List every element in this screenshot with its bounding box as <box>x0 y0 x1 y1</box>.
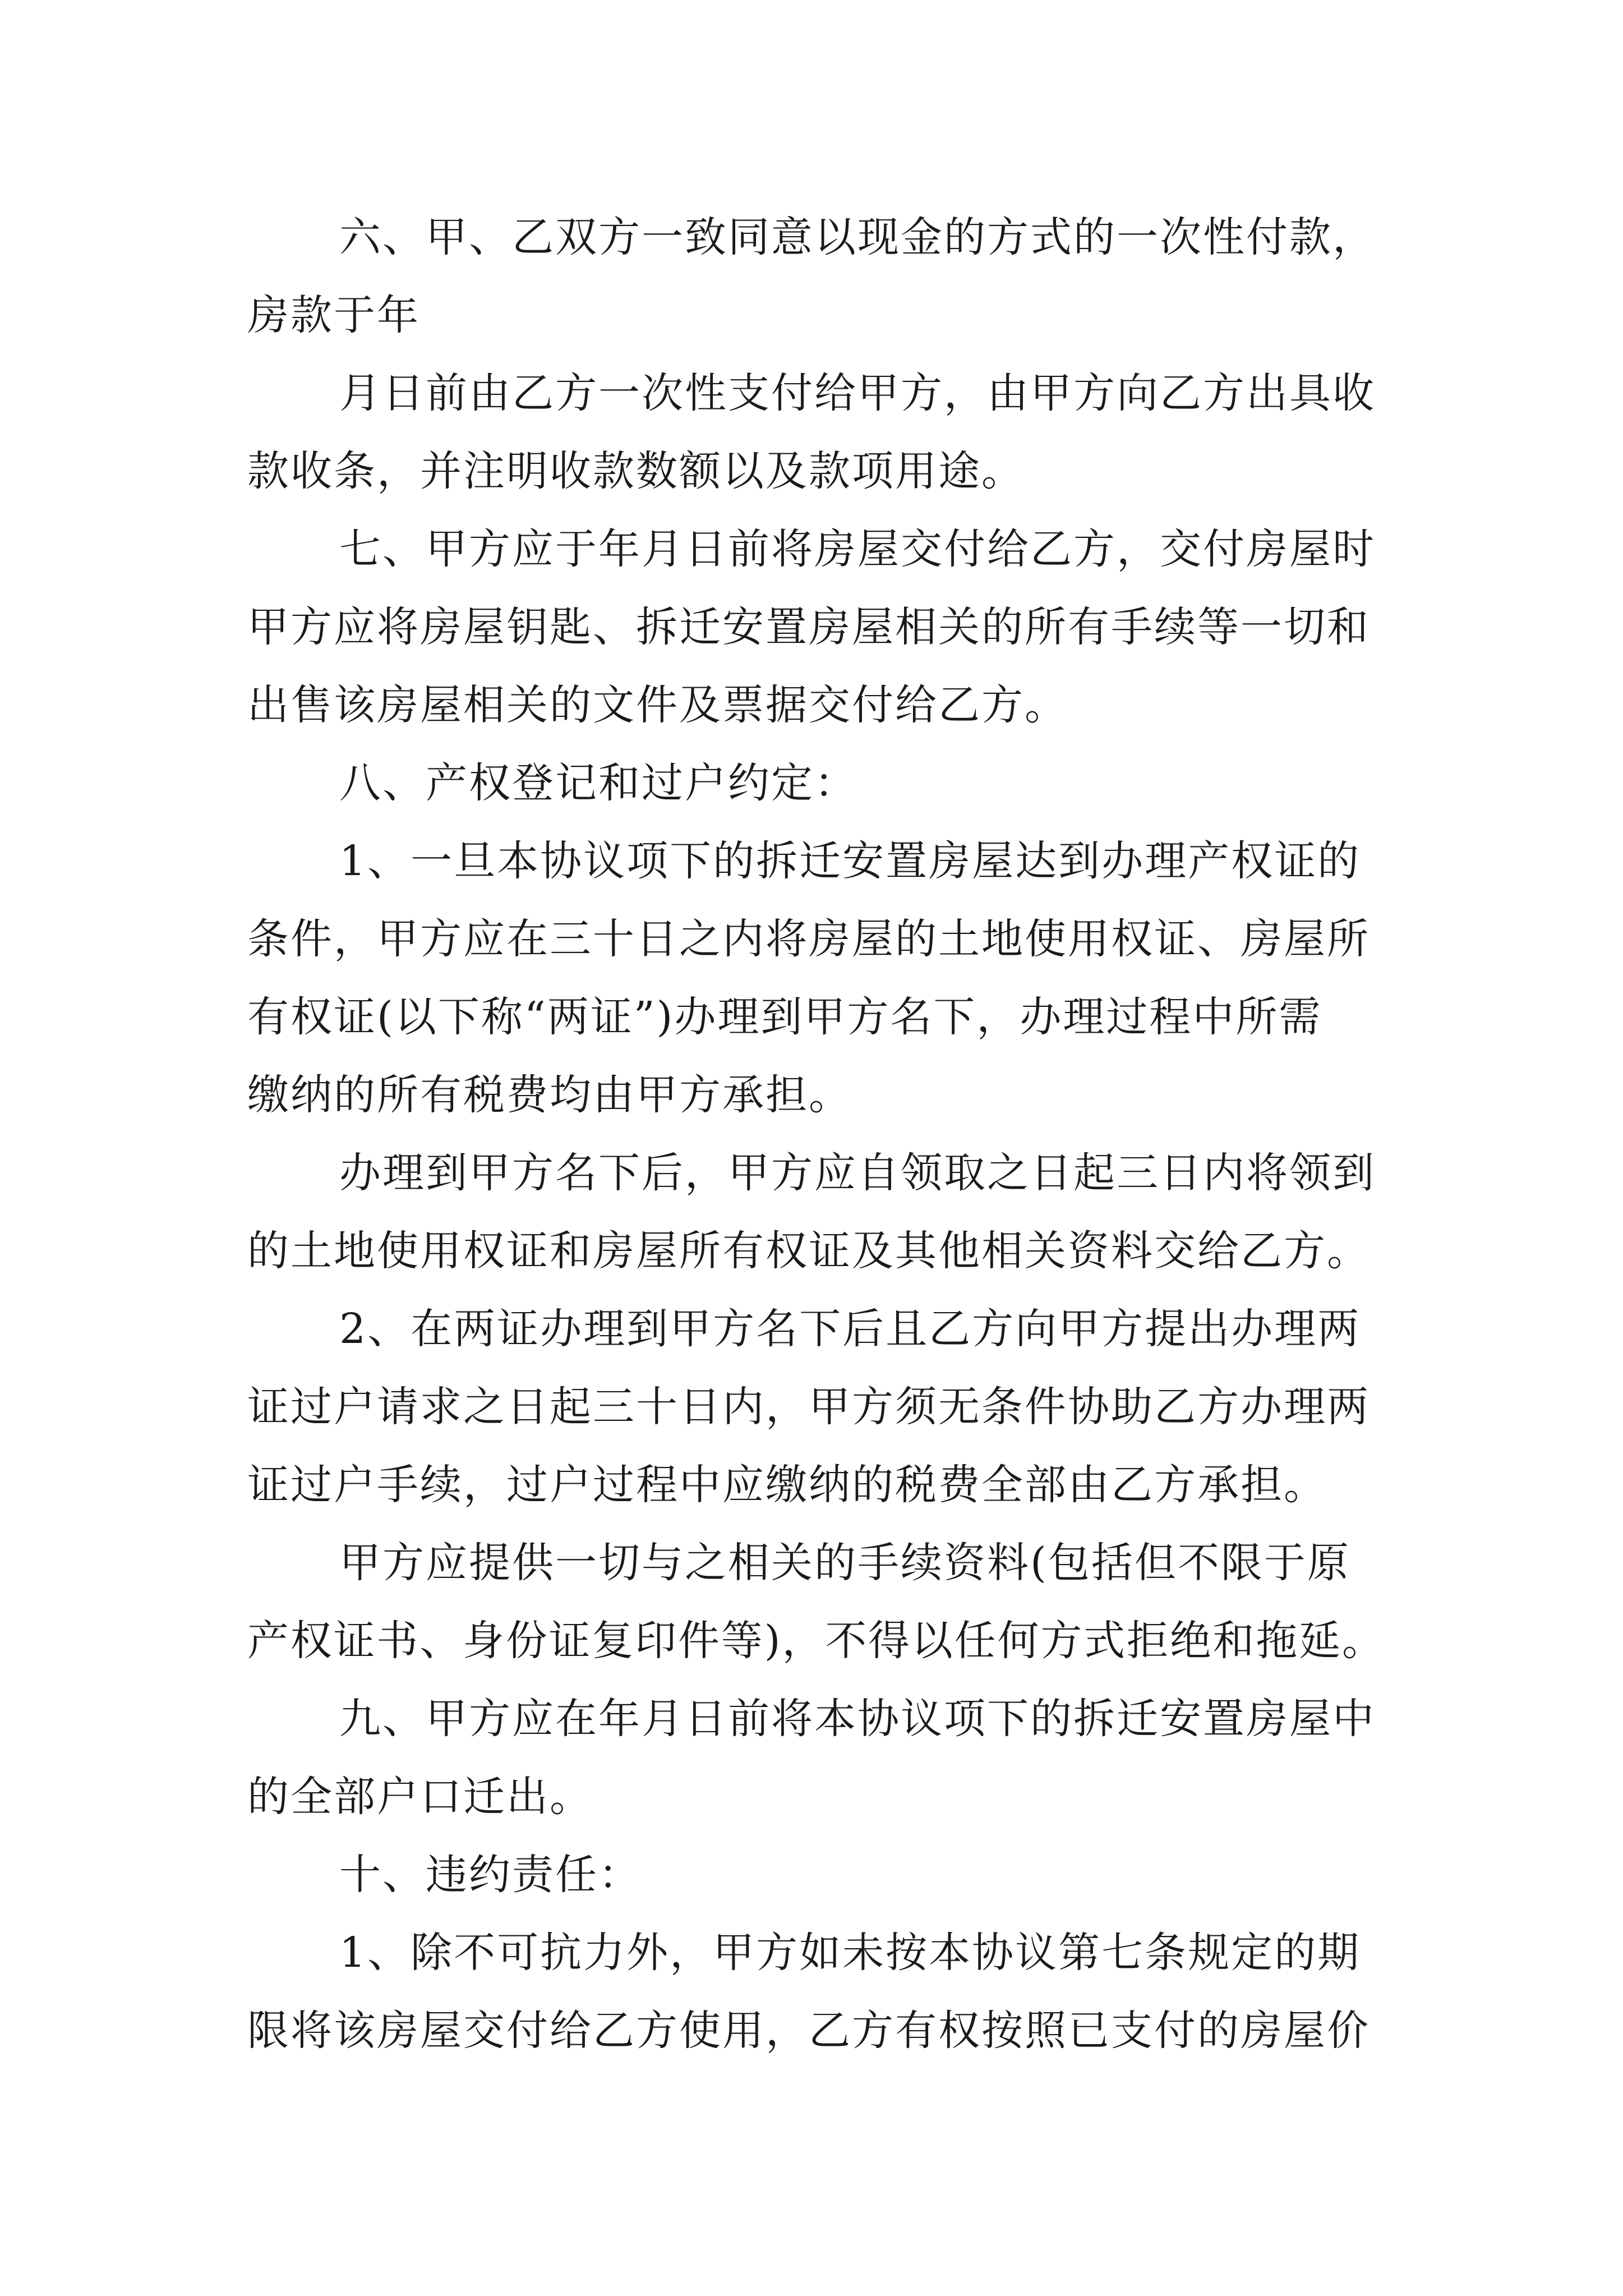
text-line: 1、一旦本协议项下的拆迁安置房屋达到办理产权证的 <box>339 837 1361 885</box>
text-line: 款收条，并注明收款数额以及款项用途。 <box>247 447 1025 495</box>
text-line: 限将该房屋交付给乙方使用，乙方有权按照已支付的房屋价 <box>247 2007 1370 2055</box>
text-line: 产权证书、身份证复印件等)，不得以任何方式拒绝和拖延。 <box>247 1617 1385 1665</box>
text-line: 甲方应提供一切与之相关的手续资料(包括但不限于原 <box>339 1539 1350 1587</box>
text-line: 有权证(以下称“两证”)办理到甲方名下，办理过程中所需 <box>247 993 1322 1041</box>
text-line: 十、违约责任： <box>339 1851 642 1899</box>
text-line: 的全部户口迁出。 <box>247 1773 593 1821</box>
text-line: 甲方应将房屋钥匙、拆迁安置房屋相关的所有手续等一切和 <box>247 603 1370 651</box>
text-line: 缴纳的所有税费均由甲方承担。 <box>247 1071 852 1119</box>
text-line: 2、在两证办理到甲方名下后且乙方向甲方提出办理两 <box>339 1305 1361 1353</box>
text-line: 月日前由乙方一次性支付给甲方，由甲方向乙方出具收 <box>339 369 1376 417</box>
text-line: 条件，甲方应在三十日之内将房屋的土地使用权证、房屋所 <box>247 915 1370 963</box>
text-line: 证过户请求之日起三十日内，甲方须无条件协助乙方办理两 <box>247 1383 1370 1431</box>
text-line: 房款于年 <box>247 291 420 339</box>
text-line: 八、产权登记和过户约定： <box>339 759 857 807</box>
text-line: 的土地使用权证和房屋所有权证及其他相关资料交给乙方。 <box>247 1227 1370 1275</box>
text-line: 证过户手续，过户过程中应缴纳的税费全部由乙方承担。 <box>247 1461 1327 1509</box>
text-line: 九、甲方应在年月日前将本协议项下的拆迁安置房屋中 <box>339 1695 1376 1743</box>
text-line: 六、甲、乙双方一致同意以现金的方式的一次性付款， <box>339 213 1376 261</box>
text-line: 出售该房屋相关的文件及票据交付给乙方。 <box>247 681 1068 729</box>
text-line: 办理到甲方名下后，甲方应自领取之日起三日内将领到 <box>339 1149 1376 1197</box>
text-line: 七、甲方应于年月日前将房屋交付给乙方，交付房屋时 <box>339 525 1376 573</box>
text-line: 1、除不可抗力外，甲方如未按本协议第七条规定的期 <box>339 1929 1361 1977</box>
